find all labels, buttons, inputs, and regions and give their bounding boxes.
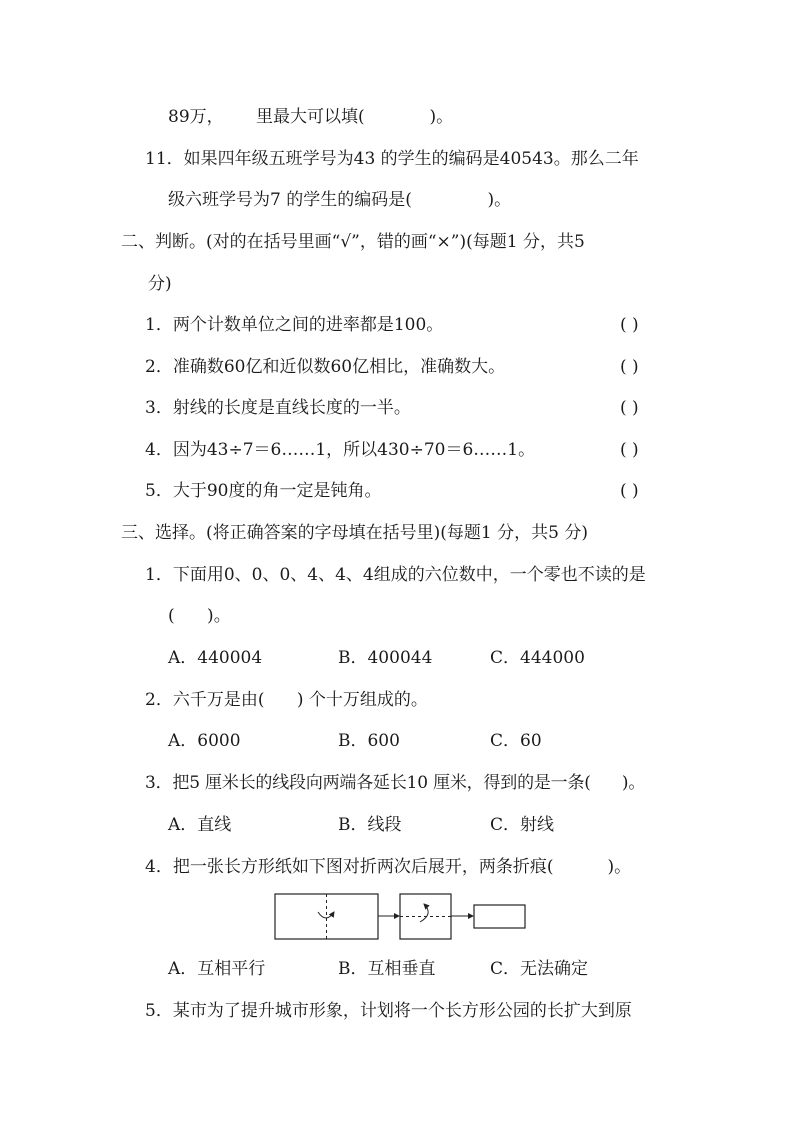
choice-q3-option-a[interactable]: A．直线 bbox=[168, 815, 232, 835]
judge-answer-3[interactable]: ( ) bbox=[620, 398, 639, 418]
fold-curve-2 bbox=[420, 904, 428, 922]
choice-q1-line1: 1．下面用0、0、0、4、4、4组成的六位数中，一个零也不读的是 bbox=[145, 565, 646, 585]
judge-item-2: 2．准确数60亿和近似数60亿相比，准确数大。 bbox=[145, 357, 506, 377]
choice-q4-option-a[interactable]: A．互相平行 bbox=[168, 959, 266, 979]
judge-answer-1[interactable]: ( ) bbox=[620, 315, 639, 335]
judge-answer-5[interactable]: ( ) bbox=[620, 481, 639, 501]
choice-q1-option-b[interactable]: B．400044 bbox=[338, 648, 433, 668]
judge-item-5: 5．大于90度的角一定是钝角。 bbox=[145, 481, 382, 501]
folding-diagram bbox=[274, 892, 534, 942]
question-11-line1: 11．如果四年级五班学号为43 的学生的编码是40543。那么二年 bbox=[145, 149, 639, 169]
judge-item-4: 4．因为43÷7＝6……1，所以430÷70＝6……1。 bbox=[145, 440, 536, 460]
judge-item-3: 3．射线的长度是直线长度的一半。 bbox=[145, 398, 411, 418]
choice-q4: 4．把一张长方形纸如下图对折两次后展开，两条折痕( )。 bbox=[145, 857, 632, 877]
choice-q4-option-b[interactable]: B．互相垂直 bbox=[338, 959, 436, 979]
judge-answer-4[interactable]: ( ) bbox=[620, 440, 639, 460]
choice-q4-option-c[interactable]: C．无法确定 bbox=[490, 959, 589, 979]
choice-q2-option-c[interactable]: C．60 bbox=[490, 731, 542, 751]
judge-answer-2[interactable]: ( ) bbox=[620, 357, 639, 377]
question-11-line2: 级六班学号为7 的学生的编码是( )。 bbox=[168, 190, 512, 210]
choice-q3-option-b[interactable]: B．线段 bbox=[338, 815, 402, 835]
fill-line-89wan: 89万， 里最大可以填( )。 bbox=[168, 107, 454, 127]
choice-q1-option-a[interactable]: A．440004 bbox=[168, 648, 263, 668]
paper-quarter bbox=[474, 905, 525, 928]
choice-q1-line2: ( )。 bbox=[168, 606, 231, 626]
choice-q3: 3．把5 厘米长的线段向两端各延长10 厘米，得到的是一条( )。 bbox=[145, 773, 646, 793]
judge-item-1: 1．两个计数单位之间的进率都是100。 bbox=[145, 315, 444, 335]
choice-q2-option-a[interactable]: A．6000 bbox=[168, 731, 241, 751]
section3-heading: 三、选择。(将正确答案的字母填在括号里)(每题1 分，共5 分) bbox=[121, 523, 588, 543]
choice-q3-option-c[interactable]: C．射线 bbox=[490, 815, 555, 835]
section2-heading: 二、判断。(对的在括号里画“√”，错的画“×”)(每题1 分，共5 bbox=[121, 232, 585, 252]
choice-q5-line1: 5．某市为了提升城市形象，计划将一个长方形公园的长扩大到原 bbox=[145, 1001, 632, 1021]
section2-heading-cont: 分) bbox=[148, 274, 172, 294]
choice-q1-option-c[interactable]: C．444000 bbox=[490, 648, 585, 668]
choice-q2: 2．六千万是由( ) 个十万组成的。 bbox=[145, 690, 428, 710]
choice-q2-option-b[interactable]: B．600 bbox=[338, 731, 400, 751]
